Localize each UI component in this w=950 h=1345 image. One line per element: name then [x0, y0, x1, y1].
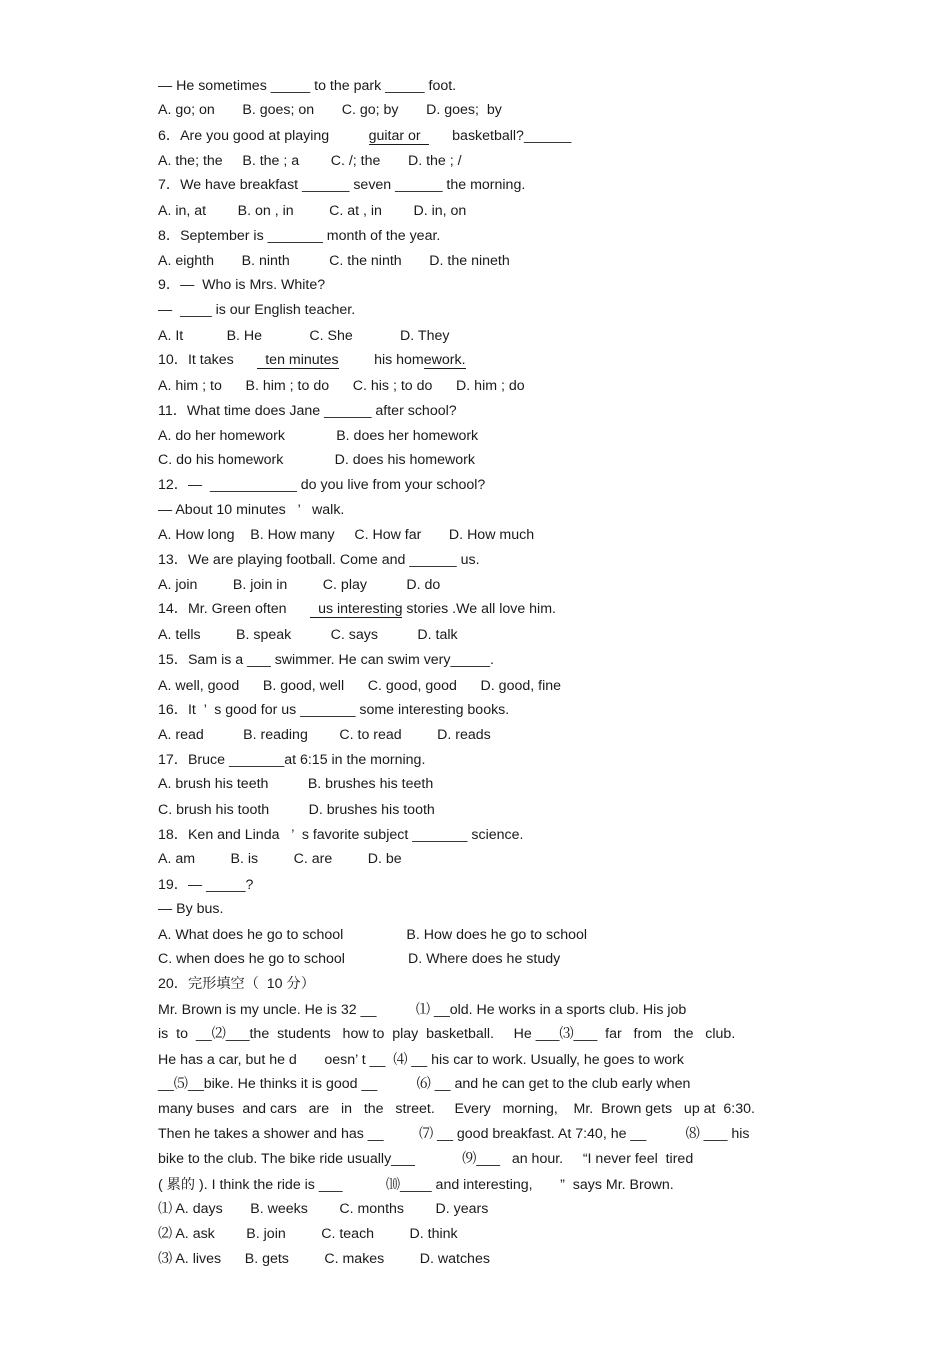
- q8-question: 8．September is _______ month of the year.: [158, 228, 441, 244]
- cloze-passage-line: ( 累的 ). I think the ride is ___ ⑽____ and interesting, ” says Mr. Brown.: [158, 1177, 674, 1193]
- q6-options: A. the; the B. the ; a C. /; the D. the ; /: [158, 153, 462, 169]
- q14-options: A. tells B. speak C. says D. talk: [158, 627, 458, 643]
- q11-options-ab: A. do her homework B. does her homework: [158, 428, 479, 444]
- q14-question: 14．Mr. Green often us interesting stories .We all love him.: [158, 601, 556, 617]
- q17-options-ab: A. brush his teeth B. brushes his teeth: [158, 776, 434, 792]
- q10-underlined-homework: ework.: [423, 352, 466, 368]
- q17-options-cd: C. brush his tooth D. brushes his tooth: [158, 802, 435, 818]
- cloze-passage-line: is to __⑵___the students how to play basketball. He ___⑶___ far from the club.: [158, 1026, 736, 1042]
- q9-options: A. It B. He C. She D. They: [158, 328, 450, 344]
- q6-underlined-text: guitar or: [368, 128, 429, 144]
- q18-options: A. am B. is C. are D. be: [158, 851, 402, 867]
- cloze-options-2: ⑵ A. ask B. join C. teach D. think: [158, 1226, 458, 1242]
- cloze-options-1: ⑴ A. days B. weeks C. months D. years: [158, 1201, 489, 1217]
- q18-question: 18．Ken and Linda ’ s favorite subject _______ science.: [158, 827, 524, 843]
- q7-question: 7．We have breakfast ______ seven ______ the morning.: [158, 177, 526, 193]
- q6-question: 6．Are you good at playing guitar or basketball?______: [158, 128, 572, 144]
- cloze-passage-line: bike to the club. The bike ride usually___ ⑼___ an hour. “I never feel tired: [158, 1151, 694, 1167]
- q19-answer-line: — By bus.: [158, 901, 224, 917]
- q11-question: 11．What time does Jane ______ after school?: [158, 403, 457, 419]
- q14-underlined-text: us interesting: [310, 601, 403, 617]
- section-20-heading: 20．完形填空（ 10 分）: [158, 976, 315, 992]
- q16-question: 16．It ’ s good for us _______ some interesting books.: [158, 702, 510, 718]
- q10-options: A. him ; to B. him ; to do C. his ; to do D. him ; do: [158, 378, 525, 394]
- q5-options: A. go; on B. goes; on C. go; by D. goes; by: [158, 102, 502, 118]
- q10-underlined-time: ten minutes: [257, 352, 339, 368]
- q8-options: A. eighth B. ninth C. the ninth D. the nineth: [158, 253, 510, 269]
- q10-question: 10．It takes ten minutes his homework.: [158, 352, 466, 368]
- q12-question: 12．— ___________ do you live from your school?: [158, 477, 486, 493]
- q5-question: — He sometimes _____ to the park _____ foot.: [158, 78, 457, 94]
- q11-options-cd: C. do his homework D. does his homework: [158, 452, 475, 468]
- q9-answer-line: — ____ is our English teacher.: [158, 302, 356, 318]
- q9-question: 9．— Who is Mrs. White?: [158, 277, 326, 293]
- cloze-passage-line: __⑸__bike. He thinks it is good __ ⑹ __ and he can get to the club early when: [158, 1076, 691, 1092]
- cloze-options-3: ⑶ A. lives B. gets C. makes D. watches: [158, 1251, 490, 1267]
- cloze-passage-line: He has a car, but he d oesn’ t __ ⑷ __ his car to work. Usually, he goes to work: [158, 1052, 684, 1068]
- q7-options: A. in, at B. on , in C. at , in D. in, on: [158, 203, 467, 219]
- q19-options-ab: A. What does he go to school B. How does he go to school: [158, 927, 588, 943]
- q17-question: 17．Bruce _______at 6:15 in the morning.: [158, 752, 426, 768]
- q15-question: 15．Sam is a ___ swimmer. He can swim very_____.: [158, 652, 494, 668]
- q13-options: A. join B. join in C. play D. do: [158, 577, 441, 593]
- q19-options-cd: C. when does he go to school D. Where does he study: [158, 951, 561, 967]
- q16-options: A. read B. reading C. to read D. reads: [158, 727, 491, 743]
- q19-question: 19．— _____?: [158, 877, 254, 893]
- cloze-passage-line: many buses and cars are in the street. Every morning, Mr. Brown gets up at 6:30.: [158, 1101, 755, 1117]
- q12-options: A. How long B. How many C. How far D. How much: [158, 527, 535, 543]
- cloze-passage-line: Mr. Brown is my uncle. He is 32 __ ⑴ __old. He works in a sports club. His job: [158, 1002, 687, 1018]
- q13-question: 13．We are playing football. Come and ______ us.: [158, 552, 480, 568]
- q15-options: A. well, good B. good, well C. good, good D. good, fine: [158, 678, 561, 694]
- q12-answer-line: — About 10 minutes ’ walk.: [158, 502, 345, 518]
- cloze-passage-line: Then he takes a shower and has __ ⑺ __ good breakfast. At 7:40, he __ ⑻ ___ his: [158, 1126, 750, 1142]
